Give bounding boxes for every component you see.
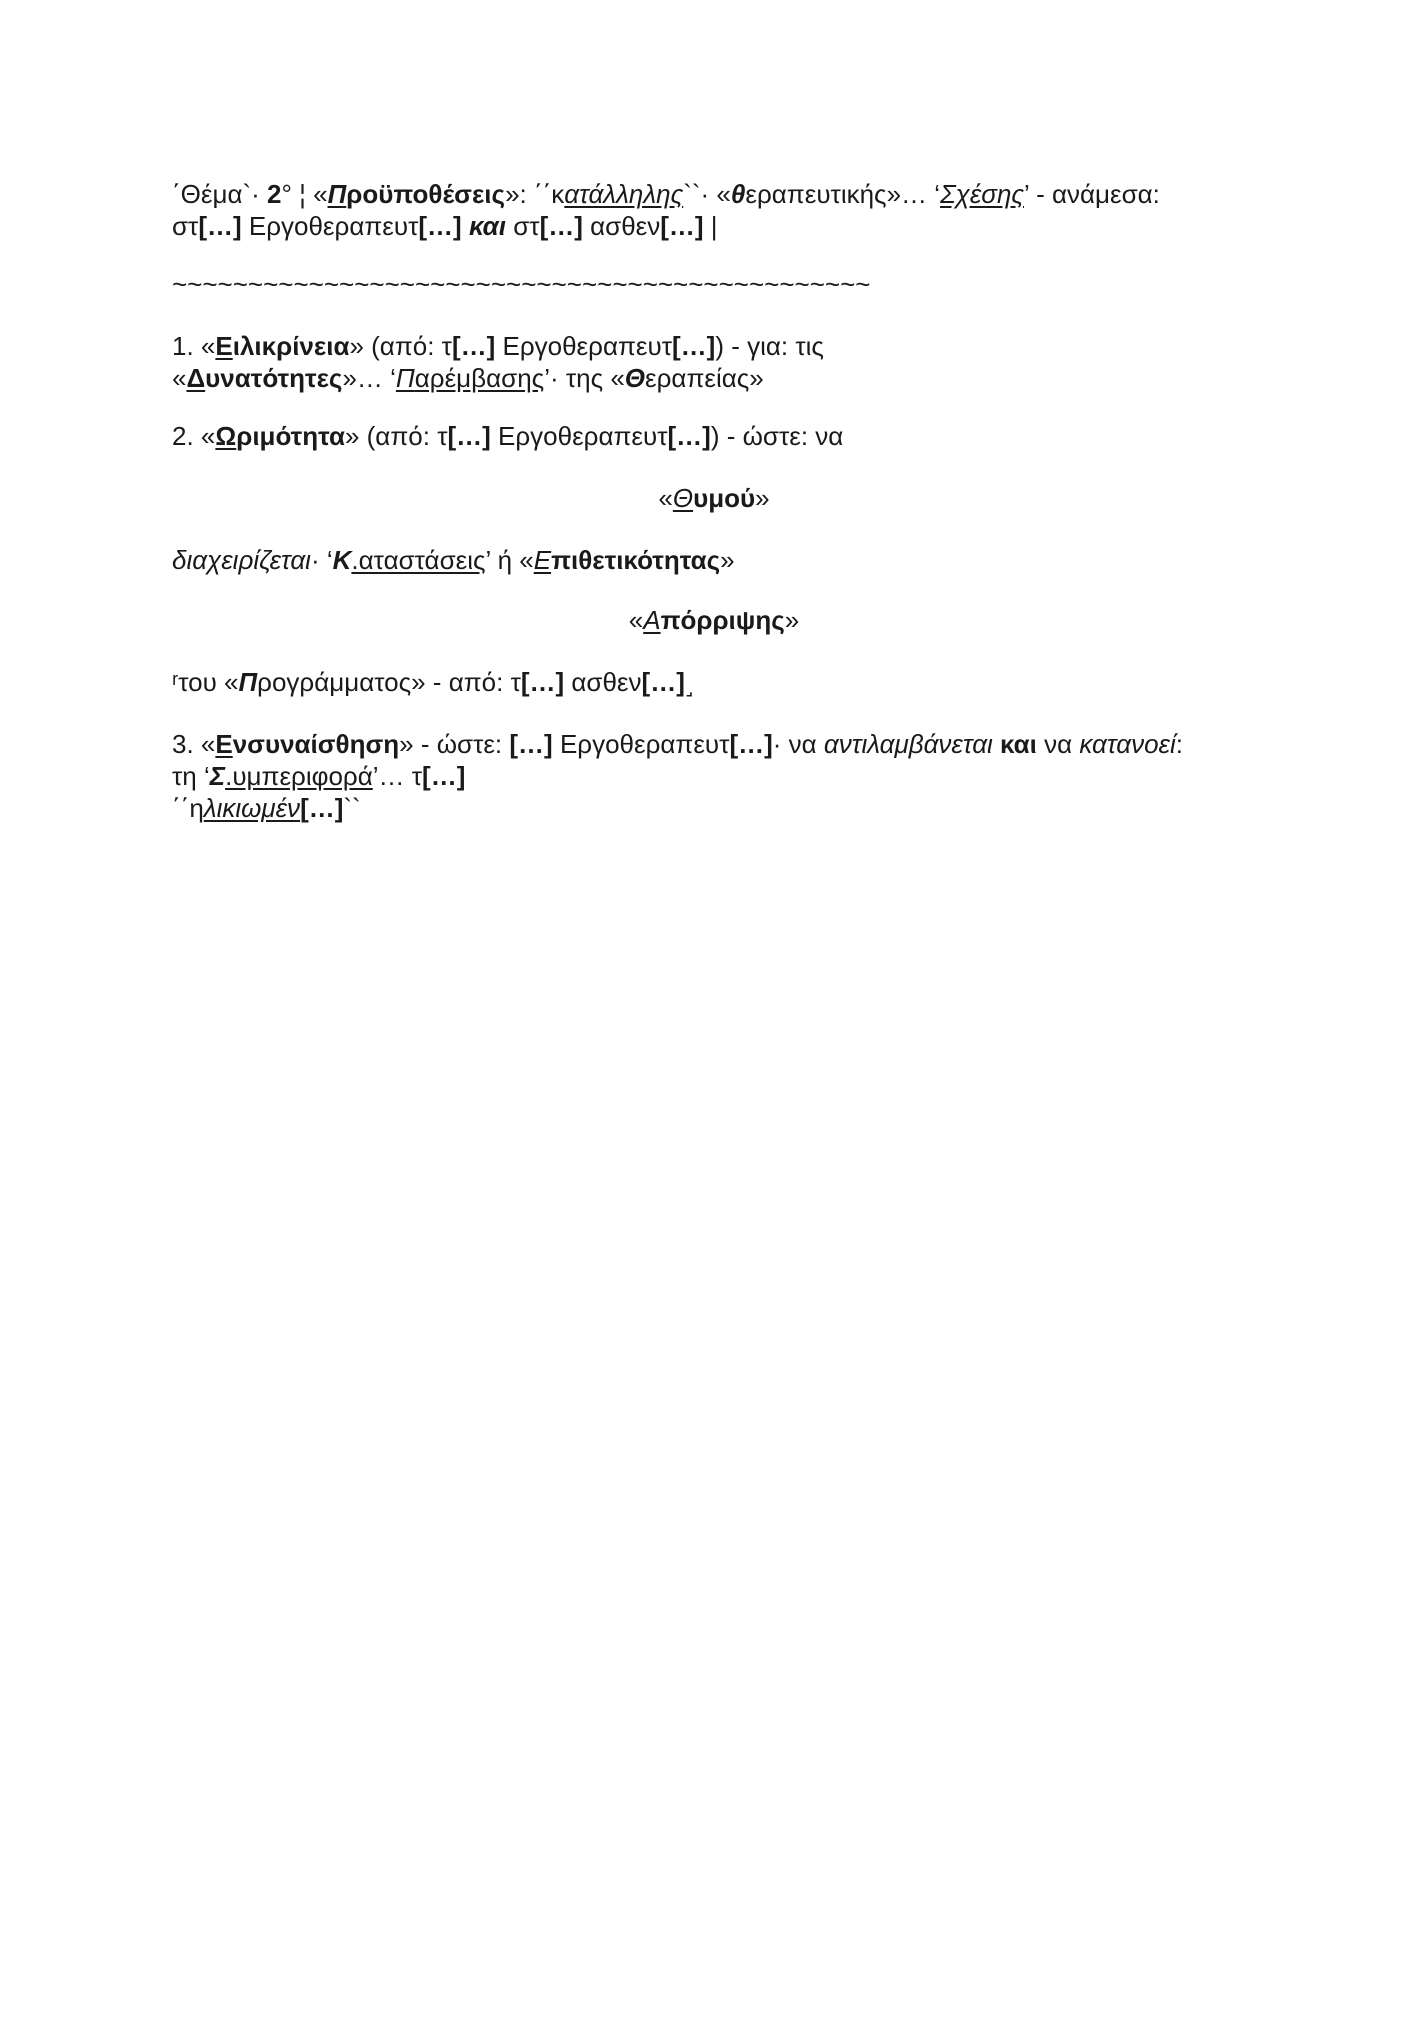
text-run: .υμπεριφορά [225, 761, 373, 791]
ellipsis-bracket: […] [660, 211, 704, 241]
text-run: αντιλαμβάνεται [823, 729, 993, 759]
item-2-line-3 [172, 544, 735, 576]
text-run: πιθετικότητας [551, 545, 721, 575]
text-run [993, 729, 1000, 759]
text-run: Π [395, 363, 415, 393]
text-run: ° ¦ « [281, 179, 328, 209]
text-run: τη ‘ [172, 761, 210, 791]
text-run: Εργοθεραπευτ [495, 331, 672, 361]
text-run: ’ ή « [485, 545, 534, 575]
text-run: ιλικρίνεια [232, 331, 350, 361]
text-run: »: ΄΄κ [505, 179, 565, 209]
ellipsis-bracket: […] [520, 667, 565, 697]
text-run: « [658, 483, 673, 513]
text-run: Π [238, 667, 258, 697]
text-run [462, 211, 469, 241]
text-run: ατάλληλης [564, 179, 684, 209]
text-run: λικιωμέν [203, 793, 301, 823]
text-run: ) - ώστε: να [710, 421, 844, 451]
text-run: ) - για: τις [715, 331, 824, 361]
text-run: · ‘ [310, 545, 333, 575]
text-run: εραπευτικής»… ‘ [745, 179, 941, 209]
text-run: Ε [533, 545, 552, 575]
item-1-line-1 [172, 330, 824, 362]
text-run: ΄Θέμα`· [172, 179, 268, 209]
text-run: 3. « [172, 729, 216, 759]
ellipsis-bracket: […] [447, 421, 491, 451]
text-run: 2. « [172, 421, 216, 451]
ellipsis-bracket: […] [509, 729, 553, 759]
ellipsis-bracket: […] [729, 729, 773, 759]
text-run: ``· « [683, 179, 731, 209]
text-run: « [172, 363, 187, 393]
text-run: Ε [215, 729, 233, 759]
text-run: ’ - ανάμεσα: [1024, 179, 1160, 209]
text-run: ΄΄η [172, 793, 204, 823]
text-run: να [1036, 729, 1080, 759]
text-run: » (από: τ [349, 331, 452, 361]
text-run: εραπείας» [645, 363, 764, 393]
text-run: ρογράμματος» - από: τ [257, 667, 521, 697]
text-run: και [468, 211, 507, 241]
ellipsis-bracket: […] [422, 761, 466, 791]
text-run: Ε [215, 331, 233, 361]
item-3-line-2 [172, 760, 465, 792]
item-1-line-2 [172, 362, 764, 394]
text-run: Κ [332, 545, 352, 575]
text-run: : [1175, 729, 1183, 759]
text-run: Π [327, 179, 347, 209]
topic-number: 2 [267, 179, 282, 209]
text-run: Σ [209, 761, 226, 791]
text-run: Εργοθεραπευτ [552, 729, 730, 759]
text-run: Εργοθεραπευτ [490, 421, 668, 451]
text-run: » [784, 605, 800, 635]
tilde-divider: ~~~~~~~~~~~~~~~~~~~~~~~~~~~~~~~~~~~~~~~~~~~~~~ [172, 269, 871, 299]
text-run: »… ‘ [342, 363, 396, 393]
topic-heading-line-2 [172, 210, 718, 242]
text-run: Α [643, 605, 661, 635]
text-run: » - ώστε: [399, 729, 510, 759]
text-run: αρέμβασης [414, 363, 545, 393]
text-run: » [755, 483, 770, 513]
text-run: « [628, 605, 644, 635]
item-2-centered-rejection [0, 604, 1428, 636]
text-run: 1. « [172, 331, 216, 361]
item-3-line-1 [172, 728, 1183, 760]
topic-heading-line-1 [172, 178, 1160, 210]
text-run: ροϋποθέσεις [346, 179, 506, 209]
text-run: κατανοεί [1079, 729, 1176, 759]
text-run: Θ [672, 483, 694, 513]
text-run: Σχέσης [940, 179, 1025, 209]
ellipsis-bracket: […] [641, 667, 685, 697]
text-run: στ [506, 211, 540, 241]
text-run: Εργοθεραπευτ [241, 211, 419, 241]
item-2-centered-anger [0, 482, 1428, 514]
text-run: ριμότητα [236, 421, 345, 451]
text-run: ασθεν [582, 211, 661, 241]
item-3-line-3 [172, 792, 361, 824]
ellipsis-bracket: […] [451, 331, 496, 361]
text-run: » [720, 545, 735, 575]
ellipsis-bracket: […] [418, 211, 462, 241]
text-run: ’· της « [544, 363, 625, 393]
text-run: `` [343, 793, 361, 823]
text-run: » (από: τ [344, 421, 448, 451]
text-run: ασθεν [564, 667, 642, 697]
text-run: διαχειρίζεται [172, 545, 311, 575]
text-run: ˼ [684, 667, 694, 697]
ellipsis-bracket: […] [300, 793, 344, 823]
text-run: νσυναίσθηση [232, 729, 400, 759]
text-run: και [1000, 729, 1037, 759]
text-run: Ω [215, 421, 237, 451]
text-run: Θ [624, 363, 646, 393]
text-run: υμού [693, 483, 756, 513]
text-run: στ [172, 211, 199, 241]
ellipsis-bracket: […] [672, 331, 716, 361]
text-run: ’… τ [372, 761, 423, 791]
text-run: ʳτου « [172, 667, 239, 697]
item-2-line-5 [172, 666, 694, 698]
text-run: | [703, 211, 718, 241]
ellipsis-bracket: […] [667, 421, 711, 451]
item-2-line-1 [172, 420, 843, 452]
text-run: .αταστάσεις [351, 545, 486, 575]
text-run: Δ [186, 363, 206, 393]
text-run: θ [730, 179, 746, 209]
text-run: υνατότητες [205, 363, 343, 393]
text-run: · να [772, 729, 824, 759]
ellipsis-bracket: […] [539, 211, 583, 241]
ellipsis-bracket: […] [198, 211, 242, 241]
text-run: πόρριψης [660, 605, 785, 635]
